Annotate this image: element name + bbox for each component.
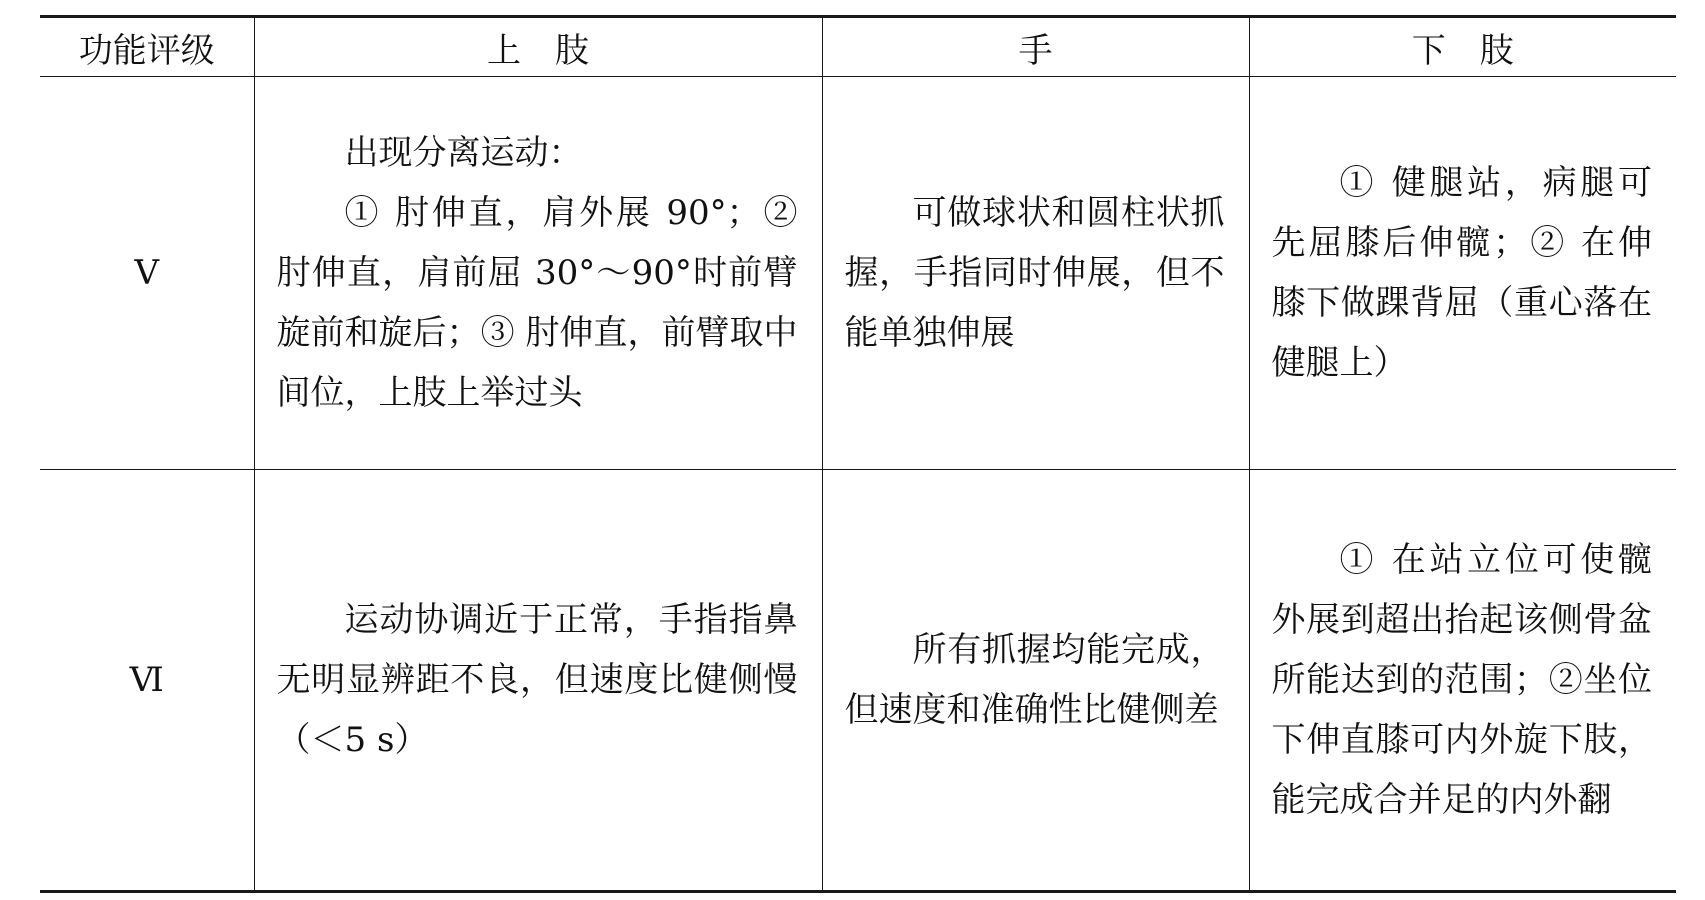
- lower-limb-text: ① 健腿站，病腿可先屈膝后伸髋；② 在伸膝下做踝背屈（重心落在健腿上）: [1271, 163, 1652, 383]
- table-row-grade-vi: [40, 470, 1676, 892]
- header-row: [40, 17, 1676, 77]
- table-row-grade-v: [40, 77, 1676, 470]
- hand-cell: [822, 470, 1249, 892]
- upper-limb-intro: 出现分离运动：: [344, 133, 583, 173]
- level-cell: Ⅵ: [129, 660, 164, 700]
- header-lower-limb: 下 肢: [1249, 17, 1676, 77]
- hand-text: 可做球状和圆柱状抓握，手指同时伸展，但不能单独伸展: [844, 193, 1225, 353]
- header-hand: 手: [822, 17, 1249, 77]
- upper-limb-text: 运动协调近于正常，手指指鼻无明显辨距不良，但速度比健侧慢（＜5 s）: [276, 600, 798, 760]
- lower-limb-text: ① 在站立位可使髋外展到超出抬起该侧骨盆所能达到的范围；②坐位下伸直膝可内外旋下肢，能完成合并足的内外翻: [1271, 540, 1652, 820]
- upper-limb-cell: [254, 470, 822, 892]
- lower-limb-cell: [1249, 77, 1676, 470]
- motor-function-grade-table: [40, 15, 1676, 893]
- level-cell: Ⅴ: [40, 77, 254, 470]
- lower-limb-cell: [1249, 470, 1676, 892]
- header-upper-limb: 上 肢: [254, 17, 822, 77]
- table-header: [40, 17, 1676, 77]
- table-body: [40, 77, 1676, 892]
- upper-limb-cell: [254, 77, 822, 470]
- hand-cell: [822, 77, 1249, 470]
- upper-limb-detail: ① 肘伸直，肩外展 90°；② 肘伸直，肩前屈 30°～90°时前臂旋前和旋后；③ 肘伸直，前臂取中间位，上肢上举过头: [276, 193, 798, 413]
- hand-text: 所有抓握均能完成，但速度和准确性比健侧差: [844, 630, 1225, 730]
- header-function-level: 功能评级: [40, 17, 254, 77]
